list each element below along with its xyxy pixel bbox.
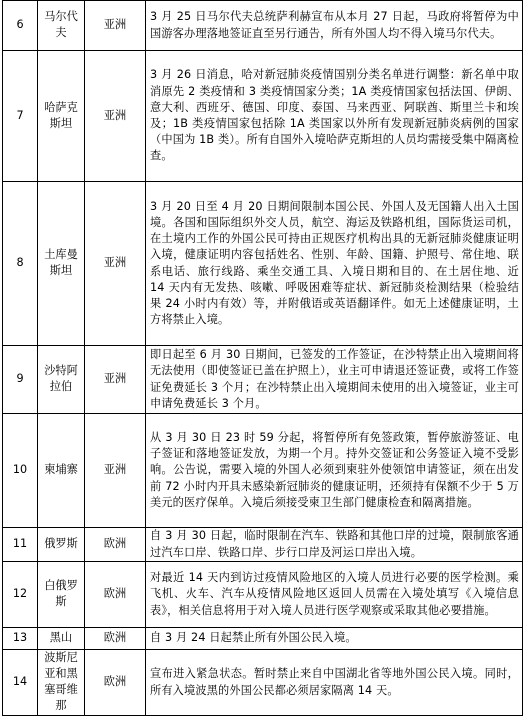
region-name: 亚洲	[85, 1, 146, 51]
table-row	[3, 346, 523, 414]
country-name: 黑山	[49, 631, 73, 645]
row-number: 7	[3, 51, 38, 182]
entry-policy-table	[2, 0, 523, 716]
table-row	[3, 182, 523, 346]
row-number: 11	[3, 528, 38, 562]
country-name: 沙特阿拉伯	[44, 364, 78, 394]
country-name: 波斯尼亚和黑塞哥维那	[44, 651, 78, 713]
policy-text: 3 月 20 日至 4 月 20 日期间限制本国公民、外国人及无国籍人出入土国境。各国和国际组织外交人员，航空、海运及铁路机组，国际货运司机，在土境内工作的外国公民可持由正规医疗机构出具的无新冠肺炎健康证明入境，健康证明内容包括姓名、性别、年龄、国籍、护照号、常住地、联系电话、旅行线路、乘坐交通工具、入境日期和目的、在土居住地、近 14 天内有无发热、咳嗽、呼吸困难等症状、新冠肺炎检测结果（检验结果 24 小时内有效）等，并附俄语或英语翻译件。如无上述健康证明，土方将禁止入境。	[146, 182, 523, 346]
policy-text: 3 月 26 日消息，哈对新冠肺炎疫情国别分类名单进行调整：新名单中取消原先 2 类疫情和 3 类疫情国家分类；1A 类疫情国家包括法国、伊朗、意大利、西班牙、德国、印度、泰国、马来西亚、阿联酋、斯里兰卡和埃及；1B 类疫情国家包括除 1A 类国家以外所有发现新冠肺炎病例的国家（中国为 1B 类）。所有自国外入境哈萨克斯坦的人员均需接受集中隔离检查。	[146, 51, 523, 182]
policy-text: 即日起至 6 月 30 日期间，已签发的工作签证，在沙特禁止出入境期间将无法使用（即使签证已盖在护照上），业主可申请退还签证费，或将工作签证免费延长 3 个月；在沙特禁止出入境期间未使用的出入境签证，业主可申请免费延长 3 个月。	[146, 346, 523, 414]
policy-text: 3 月 25 日马尔代夫总统萨利赫宣布从本月 27 日起，马政府将暂停为中国游客办理落地签证直至另行通告，所有外国人均不得入境马尔代夫。	[146, 1, 523, 51]
row-number: 6	[3, 1, 38, 51]
policy-text: 自 3 月 24 日起禁止所有外国公民入境。	[146, 628, 523, 650]
table-row	[3, 528, 523, 562]
table-row	[3, 650, 523, 716]
table-row	[3, 562, 523, 628]
policy-text: 宣布进入紧急状态。暂时禁止来自中国湖北省等地外国公民入境。同时，所有入境波黑的外国公民都必须居家隔离 14 天。	[146, 650, 523, 716]
country-name: 哈萨克斯坦	[44, 100, 78, 130]
table-row	[3, 628, 523, 650]
row-number: 14	[3, 650, 38, 716]
row-number: 13	[3, 628, 38, 650]
country-name: 白俄罗斯	[44, 579, 78, 609]
country-name: 土库曼斯坦	[44, 248, 78, 278]
table-row	[3, 414, 523, 528]
region-name: 欧洲	[85, 650, 146, 716]
region-name: 亚洲	[85, 51, 146, 182]
policy-text: 从 3 月 30 日 23 时 59 分起，将暂停所有免签政策，暂停旅游签证、电子签证和落地签证发放，为期一个月。持外交签证和公务签证入境不受影响。公告说，需要入境的外国人必须到柬驻外使领馆申请签证，须在出发前 72 小时内开具未感染新冠肺炎的健康证明，还须持有保额不少于 5 万美元的医疗保单。入境后须接受柬卫生部门健康检查和隔离措施。	[146, 414, 523, 528]
row-number: 12	[3, 562, 38, 628]
region-name: 欧洲	[85, 628, 146, 650]
region-name: 亚洲	[85, 346, 146, 414]
row-number: 9	[3, 346, 38, 414]
region-name: 亚洲	[85, 182, 146, 346]
country-name: 马尔代夫	[44, 10, 78, 40]
policy-text: 自 3 月 30 日起，临时限制在汽车、铁路和其他口岸的过境，限制旅客通过汽车口岸、铁路口岸、步行口岸及河运口岸出入境。	[146, 528, 523, 562]
country-name: 柬埔寨	[44, 463, 78, 477]
table-row	[3, 51, 523, 182]
policy-text: 对最近 14 天内到访过疫情风险地区的入境人员进行必要的医学检测。乘飞机、火车、汽车从疫情风险地区返回人员需在入境处填写《入境信息表》，相关信息将用于对入境人员进行医学观察或采取其他必要措施。	[146, 562, 523, 628]
country-name: 俄罗斯	[44, 537, 78, 551]
region-name: 欧洲	[85, 562, 146, 628]
row-number: 8	[3, 182, 38, 346]
table-row	[3, 1, 523, 51]
region-name: 欧洲	[85, 528, 146, 562]
region-name: 亚洲	[85, 414, 146, 528]
row-number: 10	[3, 414, 38, 528]
